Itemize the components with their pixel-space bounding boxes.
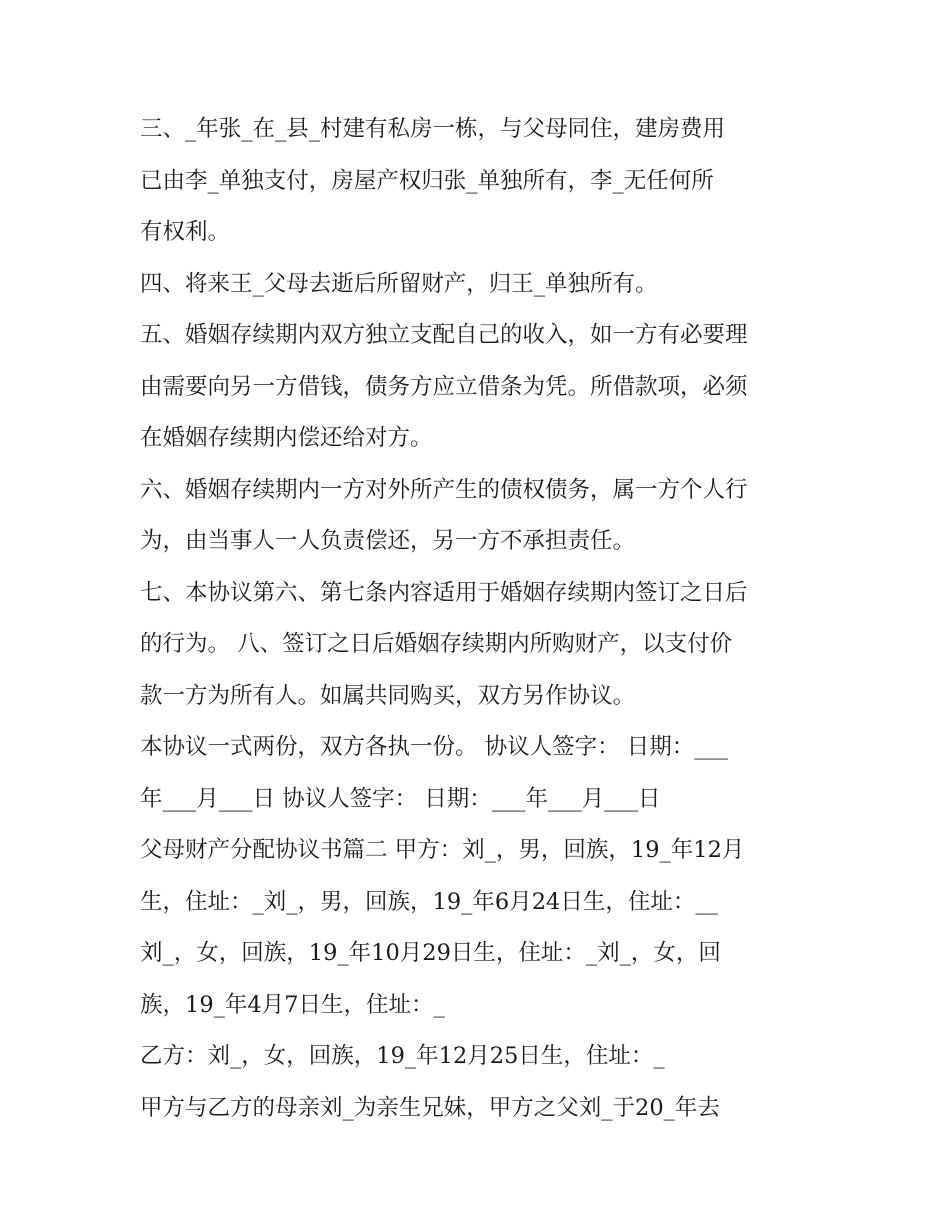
- text-line: 在婚姻存续期内偿还给对方。: [140, 425, 433, 451]
- text-line: 甲方与乙方的母亲刘_为亲生兄妹，甲方之父刘_于20_年去: [140, 1094, 720, 1121]
- text-line: 款一方为所有人。如属共同购买，双方另作协议。: [140, 682, 636, 709]
- paragraph: [140, 722, 820, 825]
- text-line: 生，住址：_刘_，男，回族，19_年6月24日生，住址：__: [140, 888, 718, 915]
- text-line: 三、_年张_在_县_村建有私房一栋，与父母同住，建房费用: [140, 116, 726, 142]
- text-line: 刘_，女，回族，19_年10月29日生，住址：_刘_，女，回: [140, 940, 721, 966]
- paragraph: [140, 1031, 820, 1083]
- text-line: 为，由当事人一人负责偿还，另一方不承担责任。: [140, 528, 636, 554]
- text-line: 由需要向另一方借钱，债务方应立借条为凭。所借款项，必须: [140, 373, 748, 400]
- text-line: 的行为。 八、签订之日后婚姻存续期内所购财产，以支付价: [140, 631, 733, 657]
- text-line: 有权利。: [140, 219, 231, 245]
- paragraph: [140, 1083, 820, 1135]
- text-line: 四、将来王_父母去逝后所留财产，归王_单独所有。: [140, 270, 658, 297]
- text-line: 六、婚姻存续期内一方对外所产生的债权债务，属一方个人行: [140, 476, 748, 503]
- text-line: 族，19_年4月7日生，住址：_: [140, 991, 445, 1018]
- paragraph: [140, 259, 820, 311]
- text-line: 年___月___日 协议人签字： 日期：___年___月___日: [140, 785, 661, 812]
- text-line: 已由李_单独支付，房屋产权归张_单独所有，李_无任何所: [140, 167, 714, 194]
- text-line: 父母财产分配协议书篇二 甲方：刘_，男，回族，19_年12月: [140, 837, 745, 863]
- text-line: 七、本协议第六、第七条内容适用于婚姻存续期内签订之日后: [140, 579, 748, 606]
- paragraph: [140, 825, 820, 1031]
- paragraph: [140, 104, 820, 259]
- paragraph: [140, 310, 820, 465]
- paragraph: [140, 465, 820, 568]
- text-line: 乙方：刘_，女，回族，19_年12月25日生，住址：_: [140, 1043, 665, 1069]
- document-body: [140, 104, 820, 1134]
- text-line: 本协议一式两份，双方各执一份。 协议人签字： 日期：___: [140, 734, 729, 760]
- paragraph: [140, 568, 820, 723]
- text-line: 五、婚姻存续期内双方独立支配自己的收入，如一方有必要理: [140, 322, 748, 348]
